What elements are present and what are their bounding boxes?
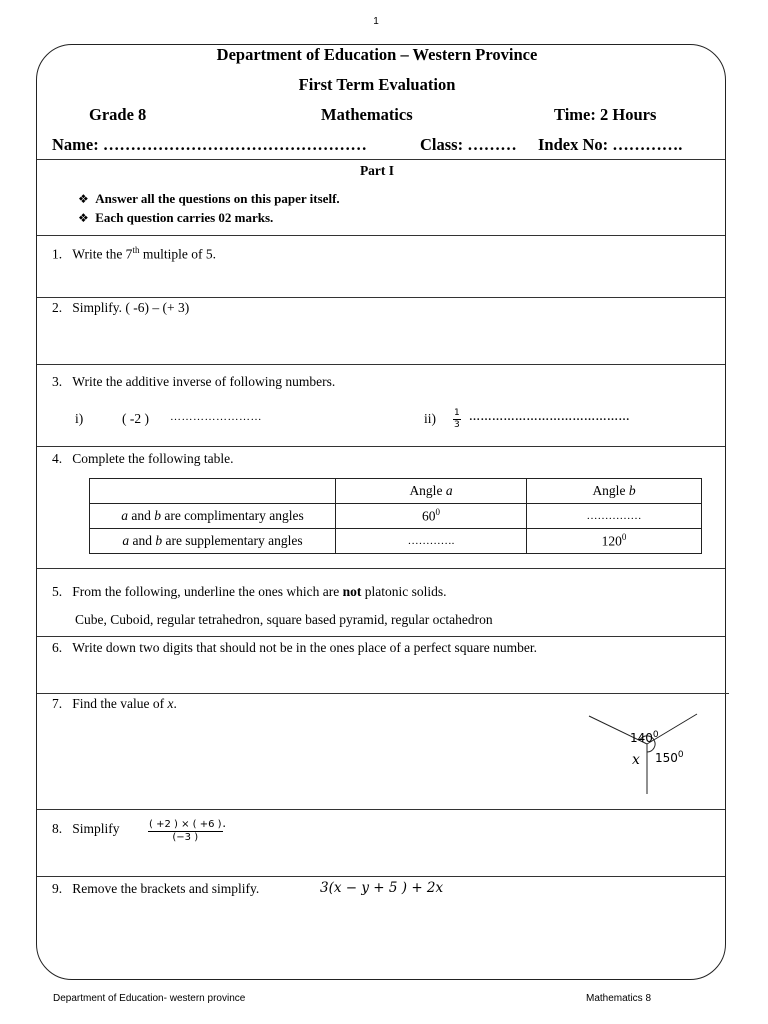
department-title: Department of Education – Western Province xyxy=(216,45,538,64)
name-field[interactable]: Name: ………………………………………… xyxy=(52,135,367,154)
class-field[interactable]: Class: ……… xyxy=(420,135,517,154)
divider xyxy=(37,636,725,637)
table-row xyxy=(90,529,702,554)
angle-diagram xyxy=(580,706,710,802)
divider xyxy=(37,297,725,298)
question-1: 1. Write the 7th multiple of 5. xyxy=(52,245,216,262)
instruction-2: ❖ Each question carries 02 marks. xyxy=(78,210,274,225)
divider xyxy=(37,364,725,365)
table-cell: $120^0$ xyxy=(527,529,702,554)
footer-right: Mathematics 8 xyxy=(586,993,652,1004)
question-7: 7. Find the value of x. xyxy=(52,696,177,711)
diamond-bullet-icon: ❖ xyxy=(78,211,89,225)
angle-label-x: x xyxy=(632,752,640,768)
divider xyxy=(37,568,725,569)
table-cell: a and b are supplementary angles xyxy=(90,529,336,554)
divider xyxy=(37,809,725,810)
question-4: 4. Complete the following table. xyxy=(52,451,234,466)
table-header-angle-b: Angle b xyxy=(527,479,702,504)
table-cell: a and b are complimentary angles xyxy=(90,504,336,529)
platonic-list[interactable]: Cube, Cuboid, regular tetrahedron, square based pyramid, regular octahedron xyxy=(75,612,493,627)
q3-i-value: ( -2 ) xyxy=(122,411,149,426)
instruction-1: ❖ Answer all the questions on this paper itself. xyxy=(78,191,340,206)
question-6: 6. Write down two digits that should not be in the ones place of a perfect square number. xyxy=(52,640,537,655)
table-cell xyxy=(90,479,336,504)
angle-label-140: $140^0$ xyxy=(630,730,659,745)
table-cell: $60^0$ xyxy=(336,504,527,529)
question-5: 5. From the following, underline the ones which are not platonic solids. xyxy=(52,584,447,599)
part-title: Part I xyxy=(359,163,395,178)
divider xyxy=(37,693,729,694)
table-answer-cell[interactable]: …………. xyxy=(336,529,527,554)
time-label: Time: 2 Hours xyxy=(554,105,657,124)
q3-ii-answer[interactable]: …………………………………… xyxy=(469,411,630,423)
subject-label: Mathematics xyxy=(321,105,413,124)
table-header-row xyxy=(90,479,702,504)
index-field[interactable]: Index No: …………. xyxy=(538,135,683,154)
question-8: 8. Simplify xyxy=(52,821,120,836)
divider xyxy=(37,446,725,447)
angle-table xyxy=(89,478,702,554)
q3-ii-fraction: $\frac{1}{3}$ xyxy=(454,408,460,430)
footer-left: Department of Education- western province xyxy=(53,993,246,1004)
q3-ii-label: ii) xyxy=(424,411,436,426)
q8-fraction: $\frac{( +2 ) \times ( +6 )}{(-3 )}$ . xyxy=(149,815,226,843)
divider xyxy=(37,876,725,877)
question-3: 3. Write the additive inverse of following numbers. xyxy=(52,374,336,389)
q3-i-answer[interactable]: …………………… xyxy=(170,411,262,423)
table-row xyxy=(90,504,702,529)
table-answer-cell[interactable]: …………… xyxy=(527,504,702,529)
question-9: 9. Remove the brackets and simplify. xyxy=(52,881,260,896)
page-number: 1 xyxy=(373,16,379,27)
table-header-angle-a: Angle a xyxy=(336,479,527,504)
angle-label-150: $150^0$ xyxy=(655,750,684,765)
divider xyxy=(37,159,725,160)
question-2: 2. Simplify. ( -6) – (+ 3) xyxy=(52,300,190,315)
term-title: First Term Evaluation xyxy=(298,75,456,94)
diamond-bullet-icon: ❖ xyxy=(78,192,89,206)
q3-i-label: i) xyxy=(75,411,84,426)
q9-expression: 3(x − y + 5 ) + 2x xyxy=(320,880,444,896)
grade-label: Grade 8 xyxy=(89,105,147,124)
divider xyxy=(37,235,725,236)
